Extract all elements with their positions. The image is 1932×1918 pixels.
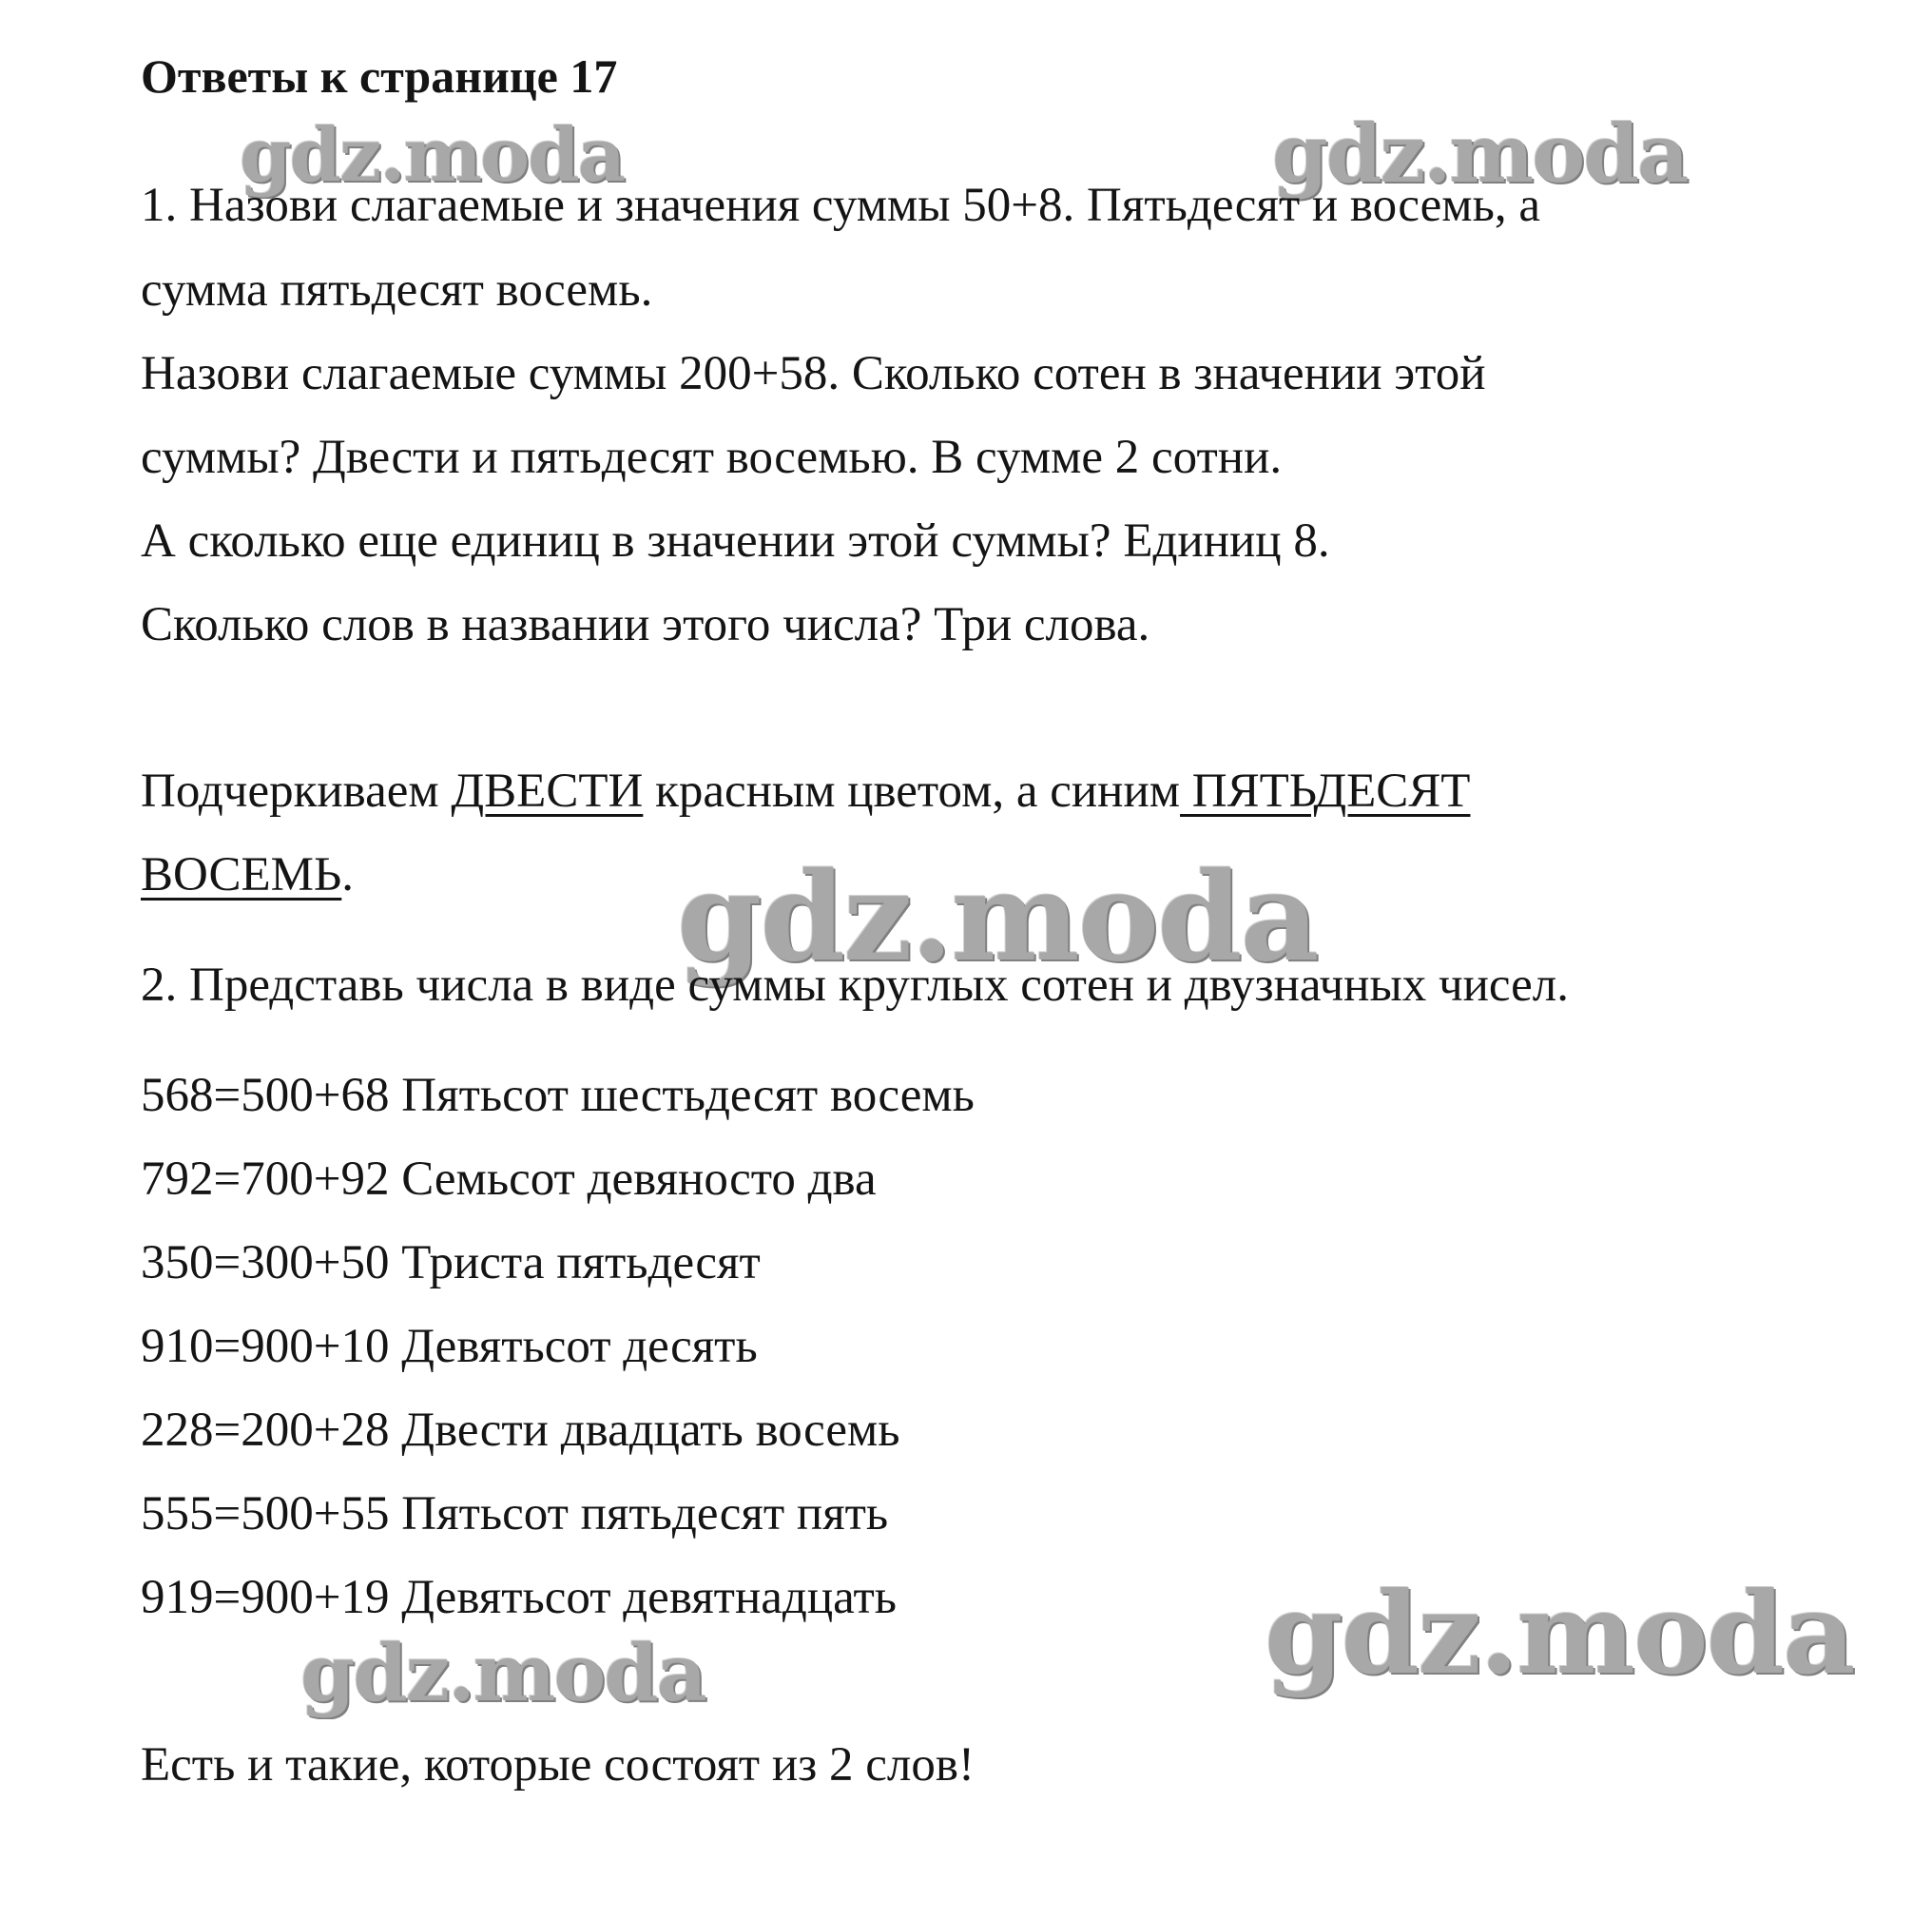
number-row: 910=900+10 Девятьсот десять — [141, 1320, 758, 1373]
text-line: Назови слагаемые суммы 200+58. Сколько сотен в значении этой — [141, 347, 1486, 400]
text-line: 1. Назови слагаемые и значения суммы 50+8. Пятьдесят и восемь, а — [141, 179, 1540, 232]
number-row: 555=500+55 Пятьсот пятьдесят пять — [141, 1487, 889, 1540]
sentence-end: . — [341, 848, 355, 901]
number-row: 350=300+50 Триста пятьдесят — [141, 1236, 761, 1289]
underline-sentence — [141, 763, 1470, 820]
text-line: сумма пятьдесят восемь. — [141, 263, 653, 317]
watermark: gdz.moda — [1272, 107, 1688, 201]
text-line: суммы? Двести и пятьдесят восемью. В сумме 2 сотни. — [141, 431, 1283, 484]
watermark: gdz.moda — [300, 1628, 705, 1719]
section-heading: 2. Представь числа в виде суммы круглых сотен и двузначных чисел. — [141, 959, 1570, 1012]
number-row: 919=900+19 Девятьсот девятнадцать — [141, 1571, 898, 1624]
underlined-word-blue: ПЯТЬДЕСЯТ — [1180, 765, 1471, 818]
underline-sentence-continued — [141, 846, 354, 903]
text-line: Сколько слов в названии этого числа? Три слова. — [141, 598, 1150, 651]
sentence-part: Подчеркиваем — [141, 765, 452, 818]
page-title: Ответы к странице 17 — [141, 49, 618, 103]
footer-note: Есть и такие, которые состоят из 2 слов! — [141, 1738, 975, 1792]
number-row: 228=200+28 Двести двадцать восемь — [141, 1404, 900, 1457]
underlined-word-blue: ВОСЕМЬ — [141, 848, 342, 901]
watermark: gdz.moda — [240, 112, 625, 199]
sentence-part: красным цветом, а синим — [643, 765, 1181, 818]
underlined-word-red: ДВЕСТИ — [451, 765, 644, 818]
watermark: gdz.moda — [1265, 1567, 1854, 1699]
text-line: А сколько еще единиц в значении этой суммы? Единиц 8. — [141, 514, 1330, 568]
number-row: 792=700+92 Семьсот девяносто два — [141, 1153, 877, 1206]
watermark: gdz.moda — [677, 846, 1318, 989]
number-row: 568=500+68 Пятьсот шестьдесят восемь — [141, 1069, 975, 1122]
